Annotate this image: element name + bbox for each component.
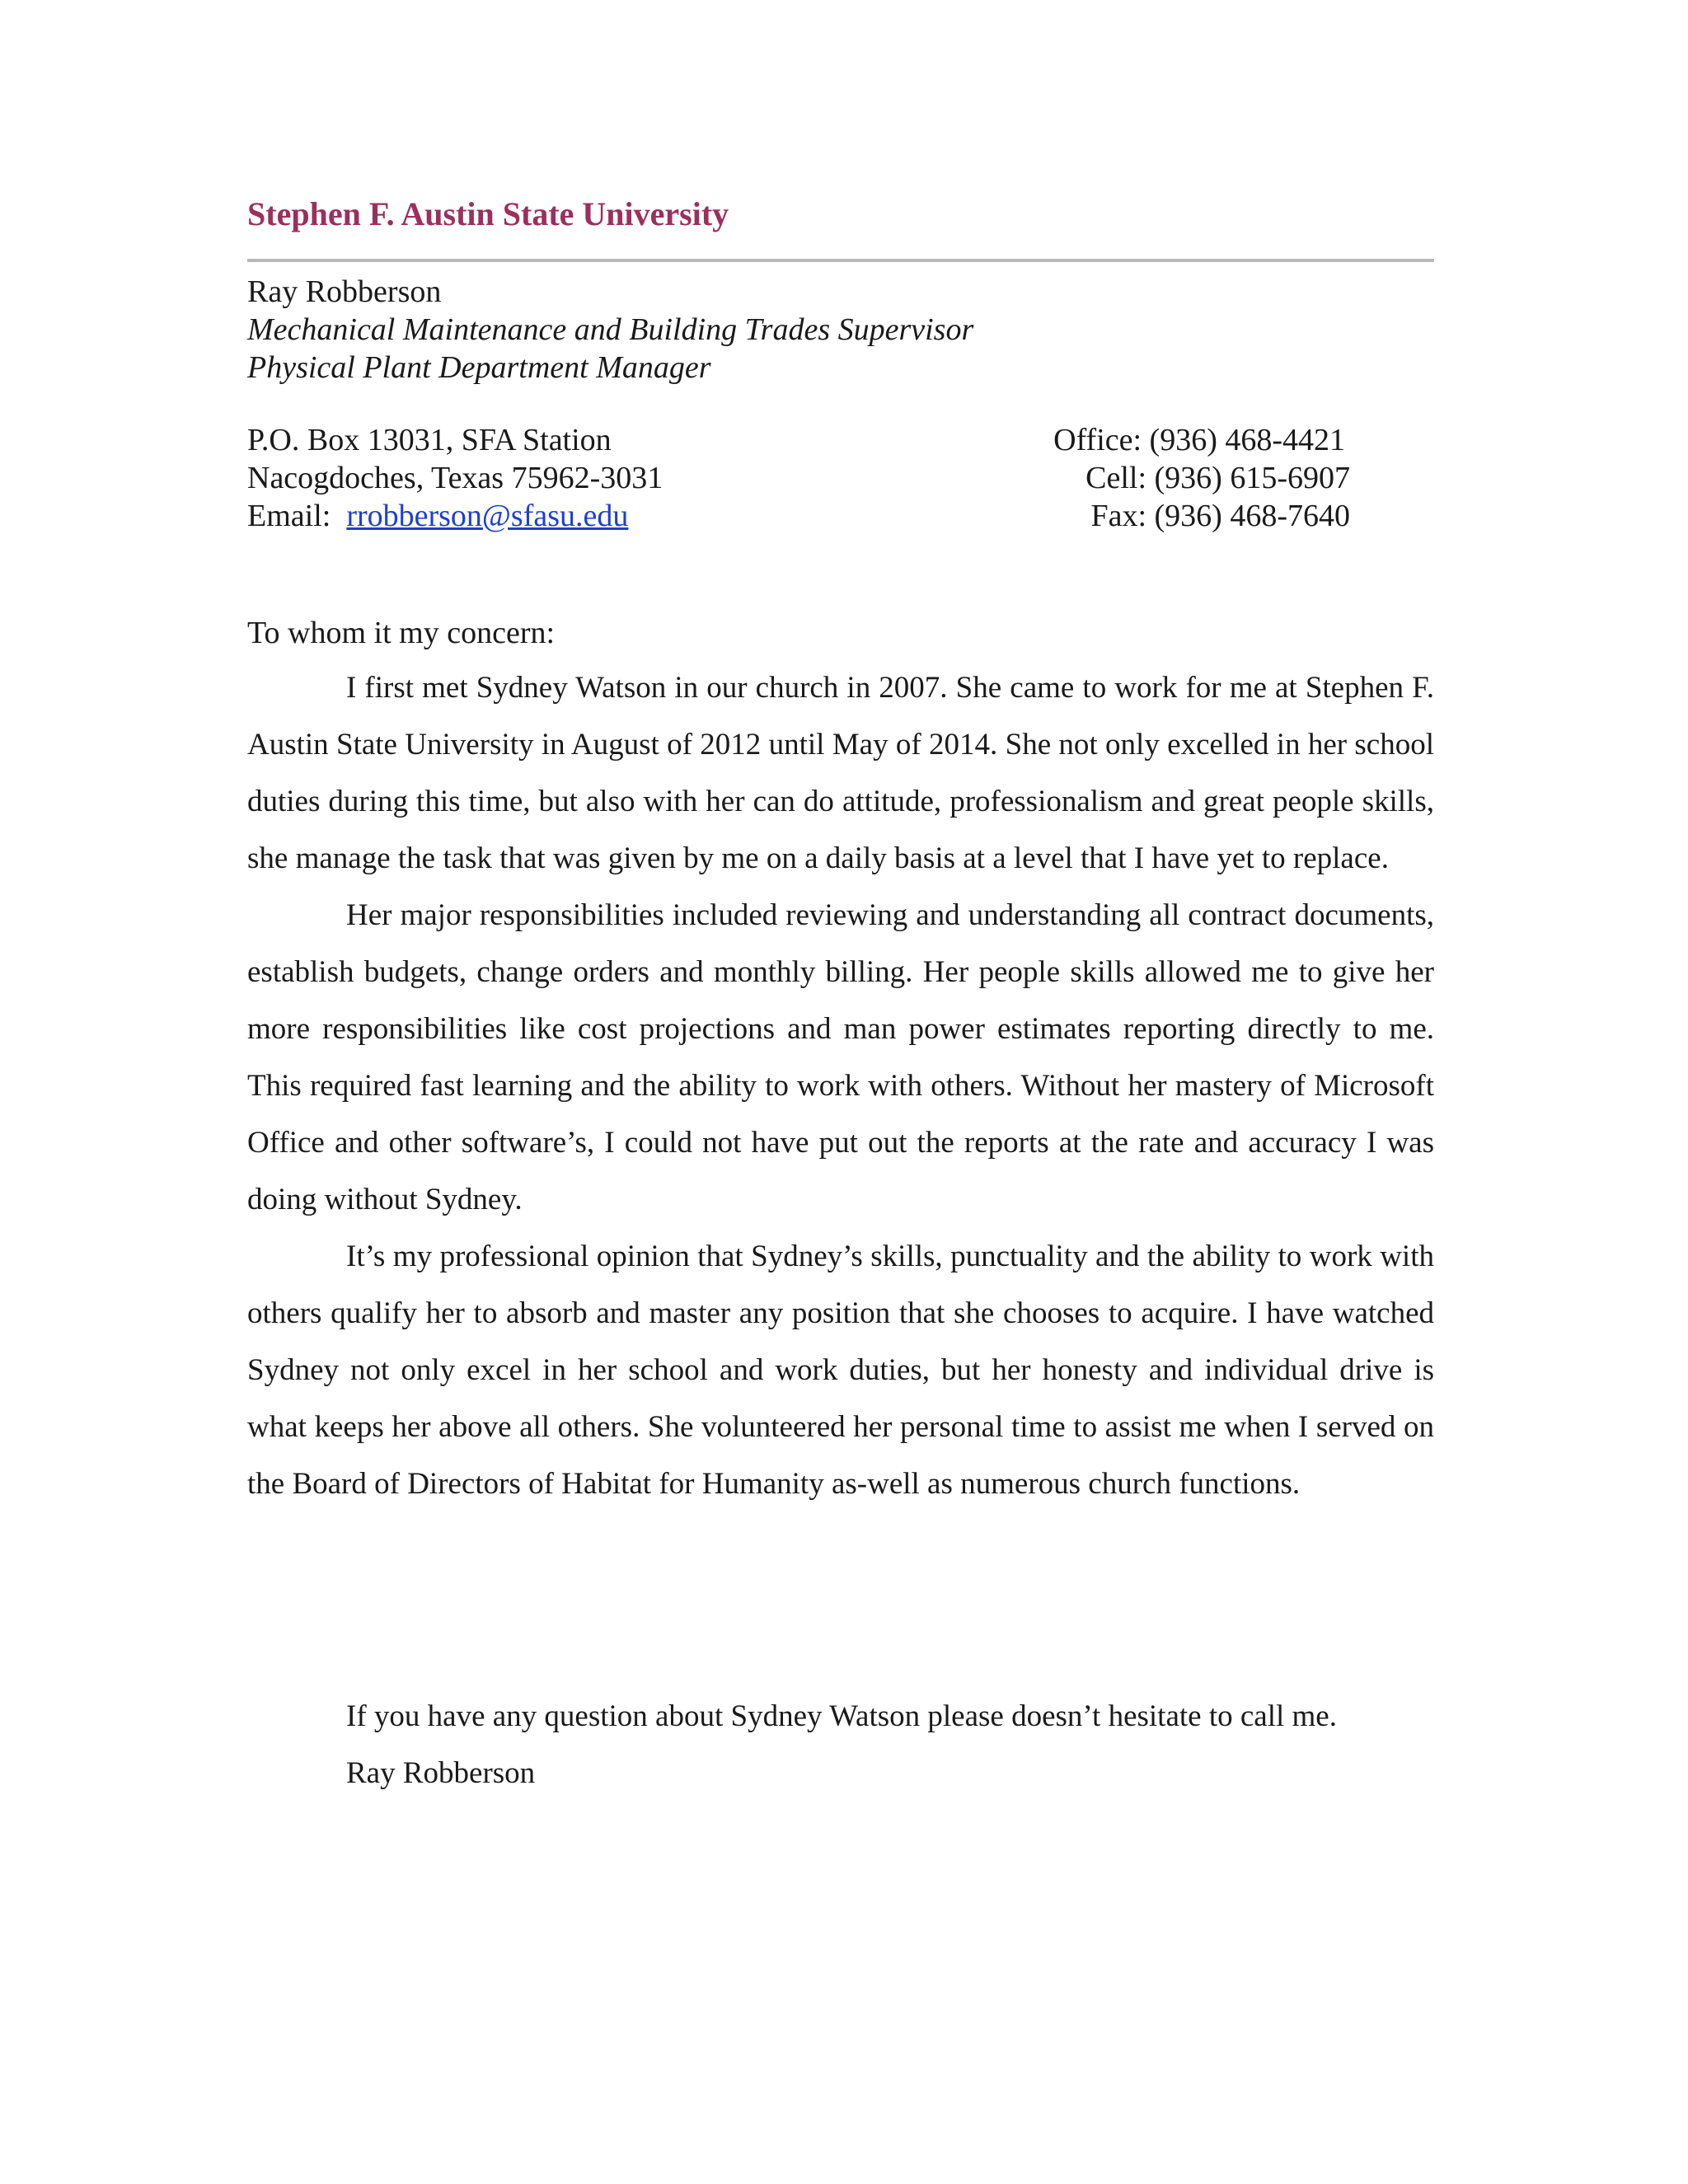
sender-name: Ray Robberson [247, 274, 442, 309]
cell-phone: Cell: (936) 615-6907 [1085, 461, 1350, 495]
address-line-1: P.O. Box 13031, SFA Station [247, 423, 612, 457]
address-line-2: Nacogdoches, Texas 75962-3031 [247, 461, 663, 495]
letter-body [247, 659, 1434, 1512]
closing-line: If you have any question about Sydney Watson please doesn’t hesitate to call me. [346, 1699, 1337, 1733]
body-paragraph-2: Her major responsibilities included reviewing and understanding all contract documents, establish budgets, change orders and monthly billing. Her people skills allowed me to give her more responsibilities like cost projections and man power estimates reporting directly to me. This required fast learning and the ability to work with others. Without her mastery of Microsoft Office and other software’s, I could not have put out the reports at the rate and accuracy I was doing without Sydney. [247, 898, 1434, 1216]
email-line [247, 498, 628, 534]
closing-block [346, 1688, 1337, 1802]
body-paragraph-1: I first met Sydney Watson in our church in 2007. She came to work for me at Stephen F. Austin State University in August of 2012 until May of 2014. She not only excelled in her school duties during this time, but also with her can do attitude, professionalism and great people skills, she manage the task that was given by me on a daily basis at a level that I have yet to replace. [247, 671, 1434, 875]
university-name: Stephen F. Austin State University [247, 195, 729, 232]
sender-title-2: Physical Plant Department Manager [247, 350, 711, 385]
office-phone: Office: (936) 468-4421 [1053, 423, 1345, 457]
header-divider [247, 259, 1434, 262]
sender-title-1: Mechanical Maintenance and Building Trades Supervisor [247, 312, 974, 347]
email-label: Email: [247, 499, 331, 533]
email-link[interactable]: rrobberson@sfasu.edu [346, 499, 629, 533]
fax-number: Fax: (936) 468-7640 [1090, 499, 1350, 533]
signature: Ray Robberson [346, 1756, 536, 1790]
body-paragraph-3: It’s my professional opinion that Sydney’s skills, punctuality and the ability to work with others qualify her to absorb and master any position that she chooses to acquire. I have watched Sydney not only excel in her school and work duties, but her honesty and individual drive is what keeps her above all others. She volunteered her personal time to assist me when I served on the Board of Directors of Habitat for Humanity as-well as numerous church functions. [247, 1240, 1434, 1501]
salutation: To whom it my concern: [247, 616, 556, 650]
